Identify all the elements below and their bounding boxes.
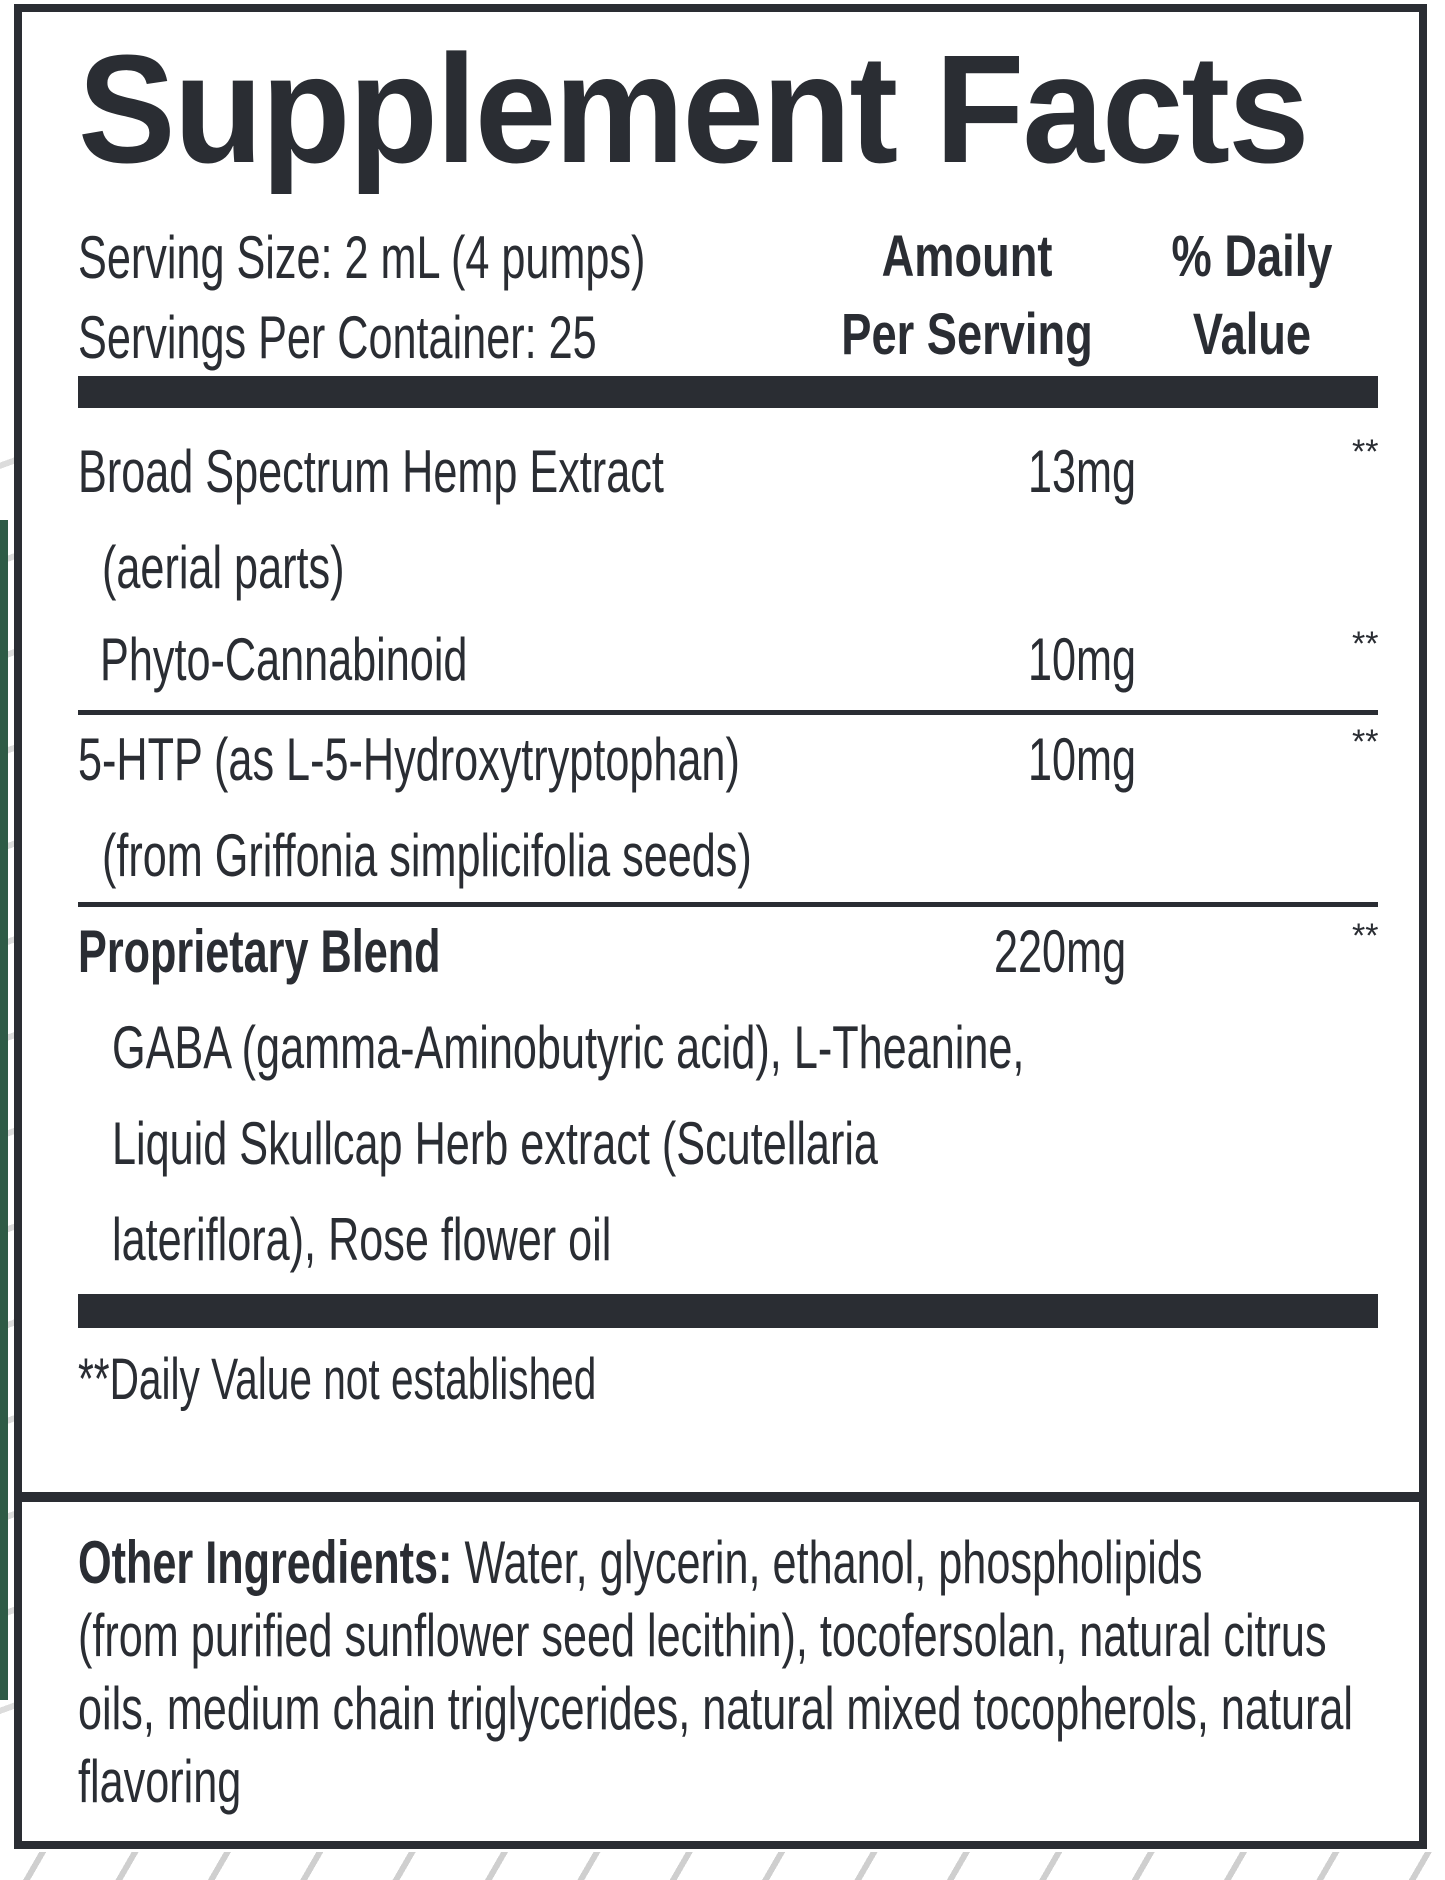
ingredient-name: Phyto-Cannabinoid bbox=[100, 626, 468, 693]
servings-per-container: Servings Per Container: 25 bbox=[78, 304, 597, 371]
ingredient-dv: ** bbox=[1352, 433, 1379, 471]
ingredient-amount: 13mg bbox=[1028, 438, 1137, 505]
dv-header-line2: Value bbox=[1192, 302, 1312, 367]
amount-per-serving-header bbox=[772, 218, 1162, 374]
thick-separator-top bbox=[78, 376, 1378, 408]
ingredient-sub: (aerial parts) bbox=[102, 534, 345, 601]
ingredient-amount: 10mg bbox=[1028, 726, 1137, 793]
serving-size: Serving Size: 2 mL (4 pumps) bbox=[78, 224, 646, 291]
other-ingredients-text: flavoring bbox=[78, 1748, 242, 1815]
ingredient-name: Proprietary Blend bbox=[78, 918, 441, 985]
panel-title: Supplement Facts bbox=[78, 23, 1308, 195]
blend-line: Liquid Skullcap Herb extract (Scutellaria bbox=[112, 1110, 878, 1177]
other-ingredients-text: oils, medium chain triglycerides, natural mixed tocopherols, natural bbox=[78, 1675, 1353, 1742]
amount-header-line2: Per Serving bbox=[841, 302, 1093, 367]
other-ingredients-text: (from purified sunflower seed lecithin), tocofersolan, natural citrus bbox=[78, 1602, 1327, 1669]
other-ingredients bbox=[78, 1526, 1360, 1818]
ingredient-dv: ** bbox=[1352, 625, 1379, 663]
amount-header-line1: Amount bbox=[881, 224, 1053, 289]
ingredient-dv: ** bbox=[1352, 723, 1379, 761]
ingredient-amount: 10mg bbox=[1028, 626, 1137, 693]
supplement-facts-panel bbox=[14, 4, 1427, 1849]
ingredient-amount: 220mg bbox=[994, 918, 1127, 985]
background-green-edge bbox=[0, 520, 8, 1700]
ingredient-name: Broad Spectrum Hemp Extract bbox=[78, 438, 664, 505]
other-ingredients-label: Other Ingredients: bbox=[78, 1529, 453, 1596]
blend-line: lateriflora), Rose flower oil bbox=[112, 1206, 612, 1273]
dv-header-line1: % Daily bbox=[1171, 224, 1333, 289]
ingredient-dv: ** bbox=[1352, 917, 1379, 955]
serving-info bbox=[78, 218, 645, 378]
blend-line: GABA (gamma-Aminobutyric acid), L-Theanine, bbox=[112, 1014, 1025, 1081]
other-ingredients-line1 bbox=[78, 1526, 1360, 1599]
section-divider bbox=[22, 1492, 1419, 1502]
other-ingredients-text: Water, glycerin, ethanol, phospholipids bbox=[452, 1529, 1203, 1596]
daily-value-footnote: **Daily Value not established bbox=[78, 1347, 597, 1412]
thick-separator-bottom bbox=[78, 1294, 1378, 1328]
daily-value-header bbox=[1151, 218, 1354, 374]
background-pattern-bottom bbox=[0, 1852, 1445, 1880]
ingredient-sub: (from Griffonia simplicifolia seeds) bbox=[102, 822, 752, 889]
ingredient-name: 5-HTP (as L-5-Hydroxytryptophan) bbox=[78, 726, 740, 793]
